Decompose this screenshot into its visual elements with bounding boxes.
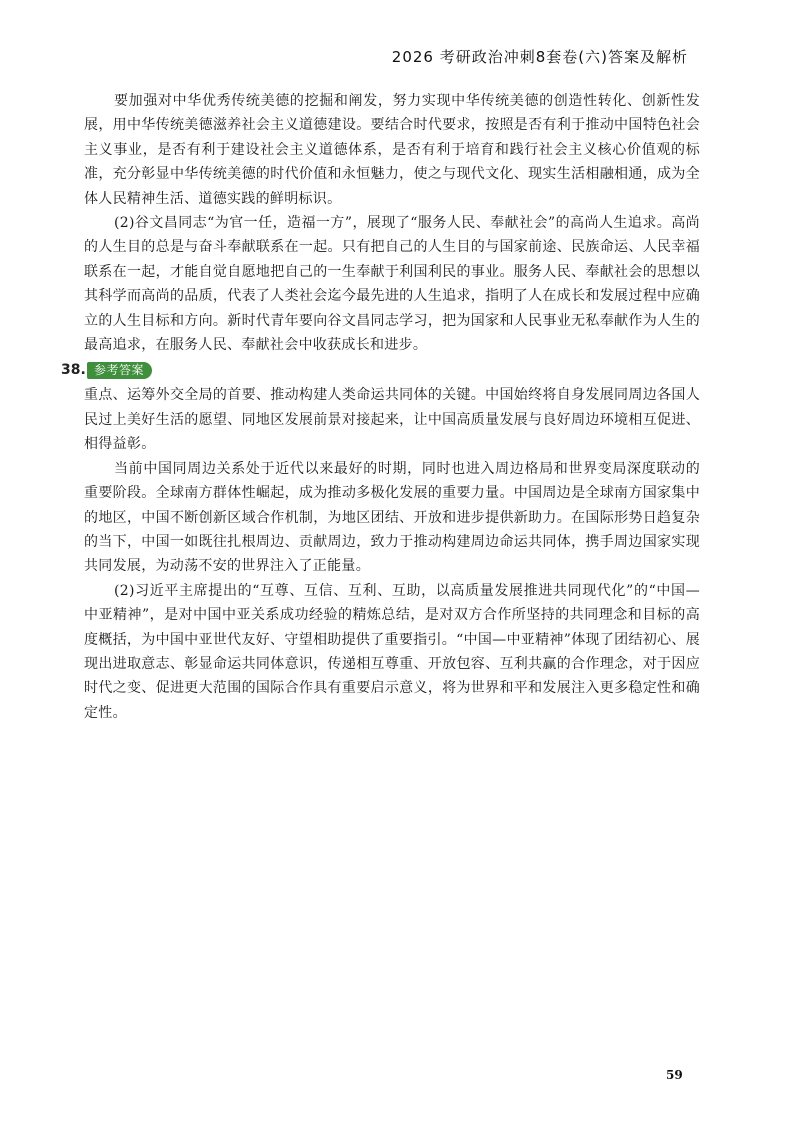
answer-paragraph: 重点、运筹外交全局的首要、推动构建人类命运共同体的关键。中国始终将自身发展同周边各国人民过上美好生活的愿望、同地区发展前景对接起来，让中国高质量发展与良好周边环境相互促进、相得益彰。	[84, 387, 700, 453]
answer-paragraph: (2)习近平主席提出的“互尊、互信、互利、互助，以高质量发展推进共同现代化”的“中国—中亚精神”，是对中国中亚关系成功经验的精炼总结，是对双方合作所坚持的共同理念和目标的高度概括，为中国中亚世代友好、守望相助提供了重要指引。“中国—中亚精神”体现了团结初心、展现出进取意志、彰显命运共同体意识，传递相互尊重、开放包容、互利共赢的合作理念，对于因应时代之变、促进更大范围的国际合作具有重要启示意义，将为世界和平和发展注入更多稳定性和确定性。	[84, 582, 700, 721]
body-paragraph: (2)谷文昌同志“为官一任，造福一方”，展现了“服务人民、奉献社会”的高尚人生追求。高尚的人生目的总是与奋斗奉献联系在一起。只有把自己的人生目的与国家前途、民族命运、人民幸福联系在一起，才能自觉自愿地把自己的一生奉献于利国利民的事业。服务人民、奉献社会的思想以其科学而高尚的品质，代表了人类社会迄今最先进的人生追求，指明了人在成长和发展过程中应确立的人生目标和方向。新时代青年要向谷文昌同志学习，把为国家和人民事业无私奉献作为人生的最高追求，在服务人民、奉献社会中收获成长和进步。	[84, 215, 700, 354]
body-paragraph: 要加强对中华优秀传统美德的挖掘和阐发，努力实现中华传统美德的创造性转化、创新性发展，用中华传统美德滋养社会主义道德建设。要结合时代要求，按照是否有利于推动中国特色社会主义事业，是否有利于建设社会主义道德体系，是否有利于培育和践行社会主义核心价值观的标准，充分彰显中华传统美德的时代价值和永恒魅力，使之与现代文化、现实生活相融相通，成为全体人民精神生活、道德实践的鲜明标识。	[84, 93, 700, 207]
question-number: 38.	[61, 362, 86, 379]
page-number: 59	[666, 1068, 683, 1082]
reference-answer-badge: 参考答案	[87, 362, 152, 379]
page-header-title: 2026 考研政治冲刺8套卷(六)答案及解析	[391, 48, 688, 66]
page-content	[61, 89, 700, 725]
answer-paragraph: 当前中国同周边关系处于近代以来最好的时期，同时也进入周边格局和世界变局深度联动的重要阶段。全球南方群体性崛起，成为推动多极化发展的重要力量。中国周边是全球南方国家集中的地区，中国不断创新区域合作机制，为地区团结、开放和进步提供新助力。在国际形势日趋复杂的当下，中国一如既往扎根周边、贡献周边，致力于推动构建周边命运共同体，携手周边国家实现共同发展，为动荡不安的世界注入了正能量。	[84, 460, 700, 575]
question-heading	[61, 361, 700, 383]
